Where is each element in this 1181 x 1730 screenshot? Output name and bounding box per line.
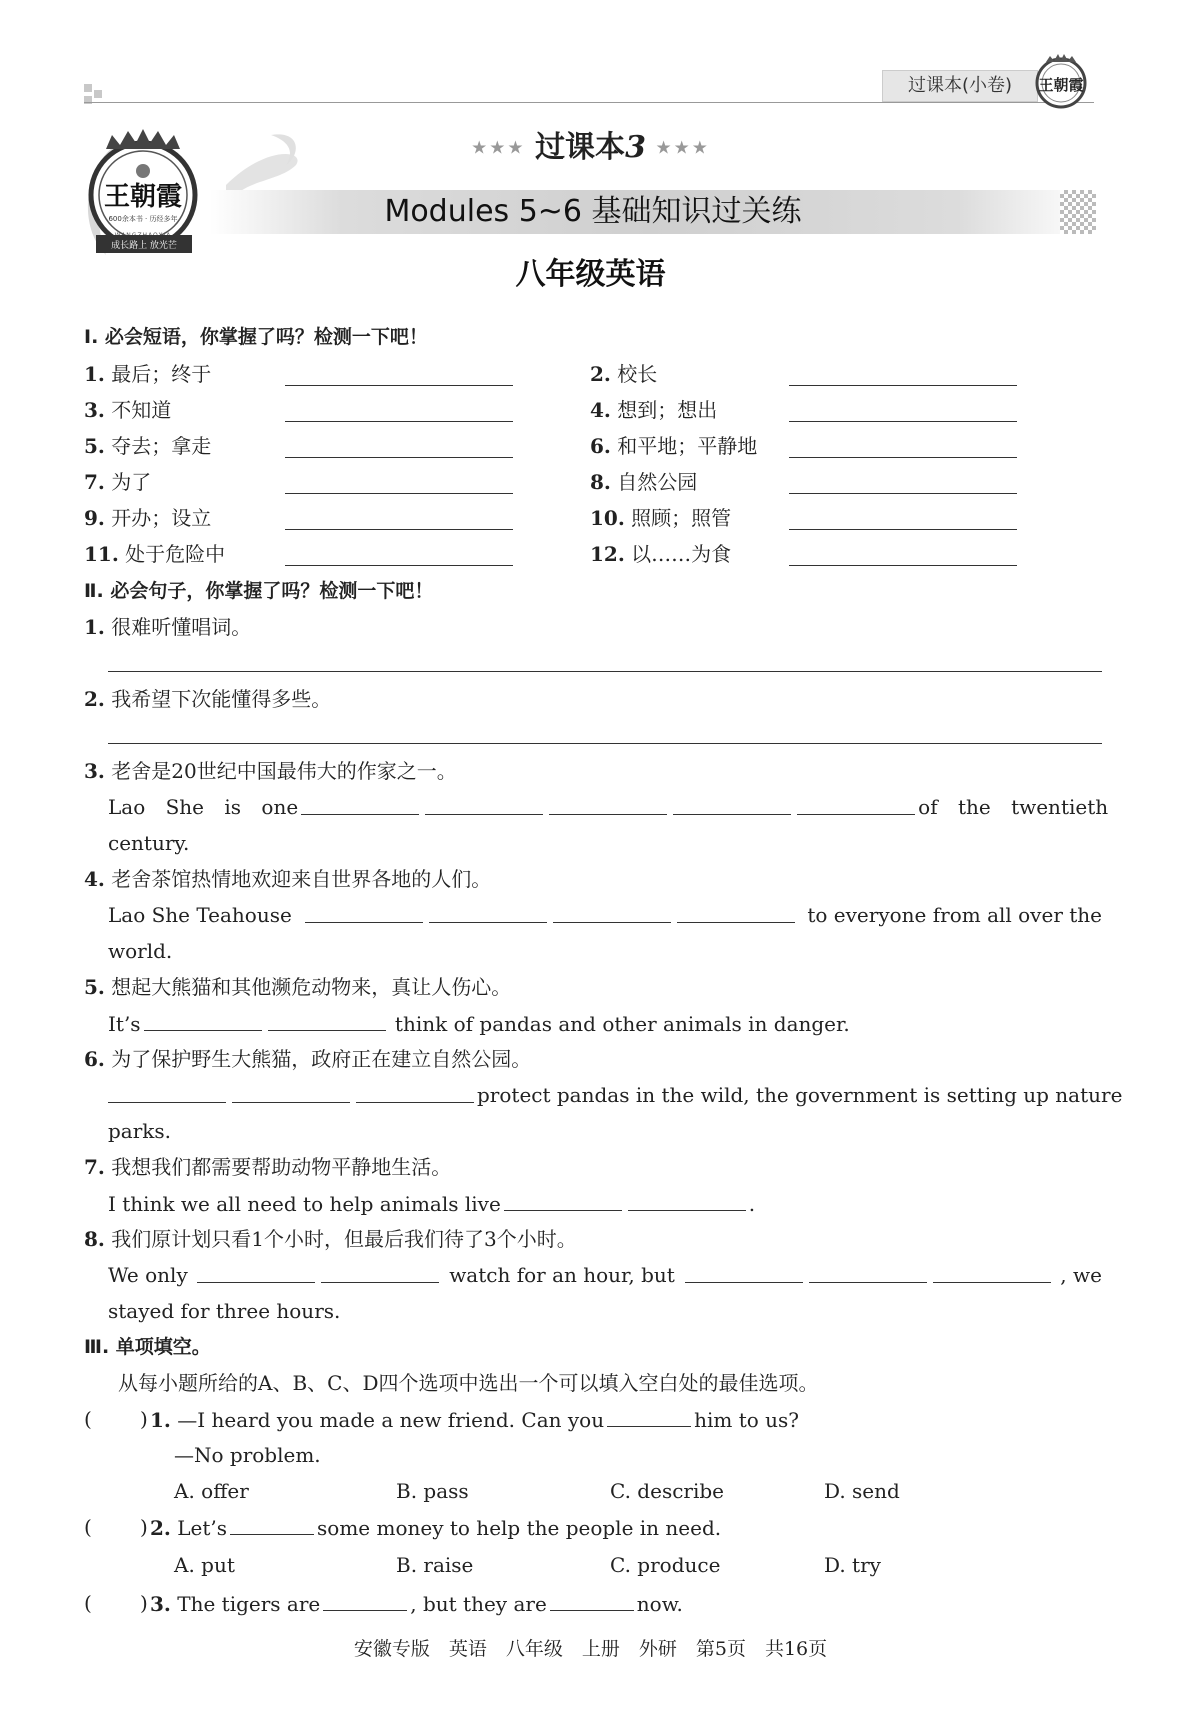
badge-logo-text: 王朝霞 bbox=[1038, 76, 1084, 94]
sentence-3-en-c: century. bbox=[108, 831, 190, 855]
question-1-paren-close: ) bbox=[140, 1407, 148, 1431]
question-1-option-d[interactable]: D. send bbox=[824, 1479, 900, 1503]
phrase-text: 以……为食 bbox=[631, 542, 732, 566]
series-number: 3 bbox=[625, 130, 646, 165]
brand-logo-tagline: 成长路上 放光芒 bbox=[111, 241, 177, 251]
phrase-answer-9[interactable] bbox=[285, 529, 513, 530]
sentence-num: 4. bbox=[84, 867, 105, 891]
question-3-paren-close: ) bbox=[140, 1591, 148, 1615]
phrase-answer-1[interactable] bbox=[285, 385, 513, 386]
sentence-5-en-b: think of pandas and other animals in danger. bbox=[394, 1012, 850, 1036]
blank[interactable] bbox=[305, 902, 423, 923]
question-2-stem-a: Let’s bbox=[177, 1516, 228, 1540]
phrase-answer-2[interactable] bbox=[789, 385, 1017, 386]
sentence-num: 6. bbox=[84, 1047, 105, 1071]
sentence-num: 3. bbox=[84, 759, 105, 783]
blank[interactable] bbox=[197, 1262, 315, 1283]
section3-instruction: 从每小题所给的A、B、C、D四个选项中选出一个可以填入空白处的最佳选项。 bbox=[118, 1371, 819, 1395]
phrase-num: 6. bbox=[590, 434, 611, 458]
sentence-cn: 想起大熊猫和其他濒危动物来，真让人伤心。 bbox=[111, 975, 512, 999]
question-2-option-b[interactable]: B. raise bbox=[396, 1553, 474, 1577]
blank[interactable] bbox=[809, 1262, 927, 1283]
question-1-option-a[interactable]: A. offer bbox=[174, 1479, 249, 1503]
sentence-3 bbox=[84, 758, 457, 784]
phrase-text: 不知道 bbox=[111, 398, 172, 422]
phrase-item-3 bbox=[84, 397, 171, 423]
question-2-paren-close: ) bbox=[140, 1515, 148, 1539]
corner-dot bbox=[94, 90, 102, 98]
phrase-num: 11. bbox=[84, 542, 119, 566]
sentence-5-en bbox=[108, 1010, 850, 1037]
blank[interactable] bbox=[677, 902, 795, 923]
phrase-item-5 bbox=[84, 433, 211, 459]
question-3-answer-box[interactable] bbox=[96, 1592, 136, 1616]
phrase-text: 最后；终于 bbox=[111, 362, 212, 386]
blank[interactable] bbox=[108, 1082, 226, 1103]
page-footer: 安徽专版 英语 八年级 上册 外研 第5页 共16页 bbox=[353, 1638, 828, 1660]
phrase-answer-7[interactable] bbox=[285, 493, 513, 494]
sentence-4-en bbox=[108, 902, 1102, 929]
phrase-num: 9. bbox=[84, 506, 105, 530]
sentence-7-en bbox=[108, 1190, 755, 1217]
blank[interactable] bbox=[232, 1082, 350, 1103]
subtitle: 八年级英语 bbox=[515, 257, 666, 292]
phrase-text: 开办；设立 bbox=[111, 506, 212, 530]
sentence-8 bbox=[84, 1226, 577, 1252]
sentence-6-en-c: parks. bbox=[108, 1119, 172, 1143]
phrase-text: 自然公园 bbox=[617, 470, 698, 494]
phrase-answer-10[interactable] bbox=[789, 529, 1017, 530]
sentence-4-en-b: to everyone from all over the bbox=[807, 903, 1102, 927]
question-num: 2. bbox=[150, 1516, 171, 1540]
corner-dot bbox=[84, 84, 92, 92]
phrase-item-12 bbox=[590, 541, 731, 567]
sentence-6 bbox=[84, 1046, 531, 1072]
sentence-4 bbox=[84, 866, 491, 892]
question-1-option-c[interactable]: C. describe bbox=[610, 1479, 725, 1503]
sentence-cn: 我希望下次能懂得多些。 bbox=[111, 687, 332, 711]
phrase-item-8 bbox=[590, 469, 697, 495]
question-3-paren-open: ( bbox=[84, 1591, 92, 1615]
question-2-stem-b: some money to help the people in need. bbox=[317, 1516, 722, 1540]
sentence-4-en-c: world. bbox=[108, 939, 173, 963]
sentence-7-en-a: I think we all need to help animals live bbox=[108, 1192, 501, 1216]
phrase-num: 12. bbox=[590, 542, 625, 566]
phrase-item-9 bbox=[84, 505, 211, 531]
phrase-item-6 bbox=[590, 433, 757, 459]
question-3-stem-b: , but they are bbox=[410, 1592, 547, 1616]
question-2-option-a[interactable]: A. put bbox=[174, 1553, 235, 1577]
sentence-num: 5. bbox=[84, 975, 105, 999]
phrase-text: 校长 bbox=[617, 362, 658, 386]
blank[interactable] bbox=[230, 1514, 314, 1535]
question-1-paren-open: ( bbox=[84, 1407, 92, 1431]
blank[interactable] bbox=[607, 1406, 691, 1427]
phrase-text: 照顾；照管 bbox=[631, 506, 732, 530]
question-2-answer-box[interactable] bbox=[96, 1516, 136, 1540]
sentence-cn: 老舍茶馆热情地欢迎来自世界各地的人们。 bbox=[111, 867, 492, 891]
question-1-reply: —No problem. bbox=[174, 1443, 321, 1467]
phrase-answer-4[interactable] bbox=[789, 421, 1017, 422]
blank[interactable] bbox=[797, 794, 915, 815]
series-title-row bbox=[0, 128, 1181, 169]
phrase-num: 1. bbox=[84, 362, 105, 386]
phrase-item-11 bbox=[84, 541, 225, 567]
blank[interactable] bbox=[553, 902, 671, 923]
sentence-2-answer-line[interactable] bbox=[108, 743, 1102, 744]
question-3-stem-a: The tigers are bbox=[177, 1592, 321, 1616]
sentence-2 bbox=[84, 686, 331, 712]
question-1-stem-b: him to us? bbox=[694, 1408, 799, 1432]
section1-heading: Ⅰ. 必会短语，你掌握了吗？检测一下吧！ bbox=[84, 326, 428, 348]
sentence-num: 7. bbox=[84, 1155, 105, 1179]
question-2 bbox=[150, 1514, 721, 1541]
blank[interactable] bbox=[673, 794, 791, 815]
phrase-item-1 bbox=[84, 361, 211, 387]
sentence-cn: 很难听懂唱词。 bbox=[111, 615, 252, 639]
blank[interactable] bbox=[628, 1190, 746, 1211]
brand-logo-name: 王朝霞 bbox=[103, 182, 183, 212]
blank[interactable] bbox=[504, 1190, 622, 1211]
stars-left: ★★★ bbox=[471, 137, 526, 159]
question-2-option-d[interactable]: D. try bbox=[824, 1553, 881, 1577]
question-2-option-c[interactable]: C. produce bbox=[610, 1553, 721, 1577]
sentence-8-en-a: We only bbox=[108, 1263, 188, 1287]
sentence-num: 2. bbox=[84, 687, 105, 711]
sentence-8-en bbox=[108, 1262, 1102, 1289]
sentence-1-answer-line[interactable] bbox=[108, 671, 1102, 672]
sentence-1 bbox=[84, 614, 251, 640]
blank[interactable] bbox=[933, 1262, 1051, 1283]
phrase-answer-5[interactable] bbox=[285, 457, 513, 458]
blank[interactable] bbox=[685, 1262, 803, 1283]
badge-logo bbox=[1032, 52, 1090, 110]
phrase-answer-8[interactable] bbox=[789, 493, 1017, 494]
phrase-text: 夺去；拿走 bbox=[111, 434, 212, 458]
sentence-6-en-b: protect pandas in the wild, the government is setting up nature bbox=[477, 1083, 1123, 1107]
section2-heading: Ⅱ. 必会句子，你掌握了吗？检测一下吧！ bbox=[84, 580, 434, 602]
title-band-checker bbox=[1060, 190, 1096, 234]
sentence-5 bbox=[84, 974, 511, 1000]
phrase-answer-3[interactable] bbox=[285, 421, 513, 422]
header-tag bbox=[882, 70, 1038, 102]
phrase-text: 和平地；平静地 bbox=[617, 434, 758, 458]
phrase-text: 为了 bbox=[111, 470, 152, 494]
blank[interactable] bbox=[321, 1262, 439, 1283]
phrase-text: 处于危险中 bbox=[125, 542, 226, 566]
sentence-cn: 我们原计划只看1个小时，但最后我们待了3个小时。 bbox=[111, 1227, 577, 1251]
phrase-num: 4. bbox=[590, 398, 611, 422]
header-tag-label: 过课本(小卷) bbox=[907, 75, 1013, 96]
question-1-answer-box[interactable] bbox=[96, 1408, 136, 1432]
question-1 bbox=[150, 1406, 799, 1433]
sentence-cn: 为了保护野生大熊猫，政府正在建立自然公园。 bbox=[111, 1047, 532, 1071]
blank[interactable] bbox=[550, 1590, 634, 1611]
sentence-3-en bbox=[108, 794, 1109, 821]
sentence-7 bbox=[84, 1154, 451, 1180]
phrase-answer-6[interactable] bbox=[789, 457, 1017, 458]
sentence-8-en-d: stayed for three hours. bbox=[108, 1299, 341, 1323]
stars-right: ★★★ bbox=[655, 137, 710, 159]
question-1-stem-a: —I heard you made a new friend. Can you bbox=[177, 1408, 605, 1432]
blank[interactable] bbox=[549, 794, 667, 815]
phrase-item-7 bbox=[84, 469, 151, 495]
phrase-num: 5. bbox=[84, 434, 105, 458]
question-2-paren-open: ( bbox=[84, 1515, 92, 1539]
sentence-num: 1. bbox=[84, 615, 105, 639]
question-num: 1. bbox=[150, 1408, 171, 1432]
sentence-3-en-a: Lao She is one bbox=[108, 795, 299, 819]
blank[interactable] bbox=[323, 1590, 407, 1611]
phrase-answer-11[interactable] bbox=[285, 565, 513, 566]
blank[interactable] bbox=[301, 794, 419, 815]
sentence-4-en-a: Lao She Teahouse bbox=[108, 903, 292, 927]
series-title: 过课本 bbox=[535, 130, 626, 165]
question-num: 3. bbox=[150, 1592, 171, 1616]
question-1-option-b[interactable]: B. pass bbox=[396, 1479, 469, 1503]
section3-heading: Ⅲ. 单项填空。 bbox=[84, 1336, 211, 1358]
blank[interactable] bbox=[429, 902, 547, 923]
sentence-3-en-b: of the twentieth bbox=[918, 795, 1109, 819]
phrase-num: 3. bbox=[84, 398, 105, 422]
phrase-item-2 bbox=[590, 361, 657, 387]
sentence-7-en-b: . bbox=[748, 1192, 756, 1216]
phrase-num: 2. bbox=[590, 362, 611, 386]
phrase-item-4 bbox=[590, 397, 717, 423]
sentence-num: 8. bbox=[84, 1227, 105, 1251]
phrase-num: 7. bbox=[84, 470, 105, 494]
sentence-cn: 老舍是20世纪中国最伟大的作家之一。 bbox=[111, 759, 457, 783]
phrase-item-10 bbox=[590, 505, 731, 531]
header-rule bbox=[84, 102, 1094, 103]
question-3 bbox=[150, 1590, 683, 1617]
sentence-8-en-c: , we bbox=[1060, 1263, 1102, 1287]
sentence-5-en-a: It’s bbox=[108, 1012, 141, 1036]
main-title: Modules 5~6 基础知识过关练 bbox=[384, 194, 802, 229]
phrase-num: 8. bbox=[590, 470, 611, 494]
phrase-answer-12[interactable] bbox=[789, 565, 1017, 566]
sentence-cn: 我想我们都需要帮助动物平静地生活。 bbox=[111, 1155, 452, 1179]
blank[interactable] bbox=[425, 794, 543, 815]
blank[interactable] bbox=[144, 1010, 262, 1031]
blank[interactable] bbox=[268, 1010, 386, 1031]
blank[interactable] bbox=[356, 1082, 474, 1103]
sentence-6-en bbox=[105, 1082, 1123, 1109]
phrase-num: 10. bbox=[590, 506, 625, 530]
question-3-stem-c: now. bbox=[636, 1592, 683, 1616]
phrase-text: 想到；想出 bbox=[617, 398, 718, 422]
brand-logo-small-text: 600余本书 · 历经多年 bbox=[108, 215, 178, 223]
sentence-8-en-b: watch for an hour, but bbox=[449, 1263, 675, 1287]
